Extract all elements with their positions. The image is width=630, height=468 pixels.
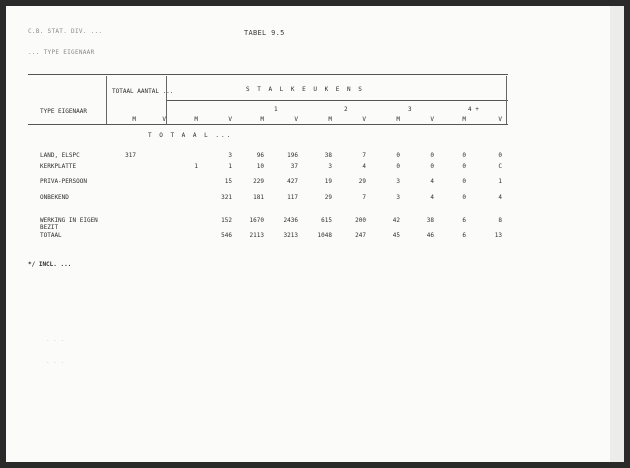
table-cell: 7: [362, 194, 366, 201]
table-cell: 196: [287, 152, 298, 159]
row-label: WERKING IN EIGEN BEZIT: [40, 217, 98, 231]
group-divider: [166, 76, 167, 124]
table-cell: 229: [253, 178, 264, 185]
table-cell: 1670: [249, 217, 264, 224]
column-mark: V: [294, 116, 298, 123]
column-mark: M: [260, 116, 264, 123]
table-cell: 1048: [317, 232, 332, 239]
table-cell: 0: [462, 152, 466, 159]
table-cell: 546: [221, 232, 232, 239]
table-cell: 13: [494, 232, 502, 239]
group1-header: TOTAAL AANTAL ...: [112, 88, 174, 95]
subheader-2: 2: [344, 106, 348, 113]
table-cell: 29: [358, 178, 366, 185]
subheader-1: 1: [274, 106, 278, 113]
table-cell: 0: [462, 163, 466, 170]
table-cell: 0: [396, 163, 400, 170]
table-cell: 3: [396, 194, 400, 201]
table-cell: 29: [324, 194, 332, 201]
table-cell: C: [498, 163, 502, 170]
table-right-rule: [506, 76, 507, 124]
table-cell: 1: [194, 163, 198, 170]
table-cell: 1: [498, 178, 502, 185]
table-cell: 38: [426, 217, 434, 224]
table-cell: 3: [328, 163, 332, 170]
table-cell: 15: [224, 178, 232, 185]
table-cell: 10: [256, 163, 264, 170]
table-cell: 4: [430, 194, 434, 201]
table-cell: 0: [462, 178, 466, 185]
table-cell: 200: [355, 217, 366, 224]
table-top-rule: [28, 74, 508, 75]
bleed-through-text: . . .: [46, 336, 65, 343]
subheader-rule: [166, 100, 508, 101]
column-mark: V: [228, 116, 232, 123]
bleed-through-text: . . .: [46, 358, 65, 365]
table-cell: 2113: [249, 232, 264, 239]
column-mark: M: [132, 116, 136, 123]
row-label: KERKPLATTE: [40, 163, 77, 170]
table-cell: 2436: [283, 217, 298, 224]
row-label: LAND, ELSPC: [40, 152, 80, 159]
table-cell: 181: [253, 194, 264, 201]
table-cell: 0: [430, 152, 434, 159]
column-mark: M: [194, 116, 198, 123]
table-cell: 38: [324, 152, 332, 159]
table-cell: 152: [221, 217, 232, 224]
table-cell: 0: [498, 152, 502, 159]
group2-header: S T A L K E U K E N S: [246, 86, 364, 93]
table-cell: 3: [396, 178, 400, 185]
table-cell: 6: [462, 217, 466, 224]
table-cell: 247: [355, 232, 366, 239]
subheader-3: 3: [408, 106, 412, 113]
column-mark: M: [328, 116, 332, 123]
table-cell: 3213: [283, 232, 298, 239]
table-cell: 19: [324, 178, 332, 185]
table-cell: 7: [362, 152, 366, 159]
page-edge: [610, 6, 624, 462]
row-label: ONBEKEND: [40, 194, 69, 201]
table-cell: 615: [321, 217, 332, 224]
table-cell: 46: [426, 232, 434, 239]
table-cell: 96: [256, 152, 264, 159]
table-cell: 37: [290, 163, 298, 170]
table-cell: 3: [228, 152, 232, 159]
column-mark: V: [362, 116, 366, 123]
section-label: T O T A A L ...: [148, 132, 233, 139]
table-cell: 42: [392, 217, 400, 224]
document-page: [6, 6, 610, 462]
column-mark: V: [498, 116, 502, 123]
table-title: TABEL 9.5: [244, 29, 285, 37]
table-cell: 117: [287, 194, 298, 201]
column-mark: M: [462, 116, 466, 123]
table-cell: 4: [498, 194, 502, 201]
table-header-rule: [28, 124, 508, 125]
table-cell: 427: [287, 178, 298, 185]
table-cell: 45: [392, 232, 400, 239]
table-cell: 0: [462, 194, 466, 201]
table-cell: 8: [498, 217, 502, 224]
table-cell: 0: [396, 152, 400, 159]
table-cell: 4: [430, 178, 434, 185]
table-cell: 4: [362, 163, 366, 170]
stub-header: TYPE EIGENAAR: [40, 108, 87, 115]
table-cell: 1: [228, 163, 232, 170]
subheader-4plus: 4 +: [468, 106, 479, 113]
table-subtitle: ... TYPE EIGENAAR: [28, 49, 95, 56]
column-mark: V: [430, 116, 434, 123]
column-mark: M: [396, 116, 400, 123]
row-label: TOTAAL: [40, 232, 62, 239]
table-cell: 0: [430, 163, 434, 170]
footnote: */ INCL. ...: [28, 261, 72, 268]
column-mark: V: [162, 116, 166, 123]
table-cell: 6: [462, 232, 466, 239]
table-cell: 321: [221, 194, 232, 201]
table-cell: 317: [125, 152, 136, 159]
row-label: PRIVA-PERSOON: [40, 178, 87, 185]
header-left-text: C.B. STAT. DIV. ...: [28, 28, 103, 35]
